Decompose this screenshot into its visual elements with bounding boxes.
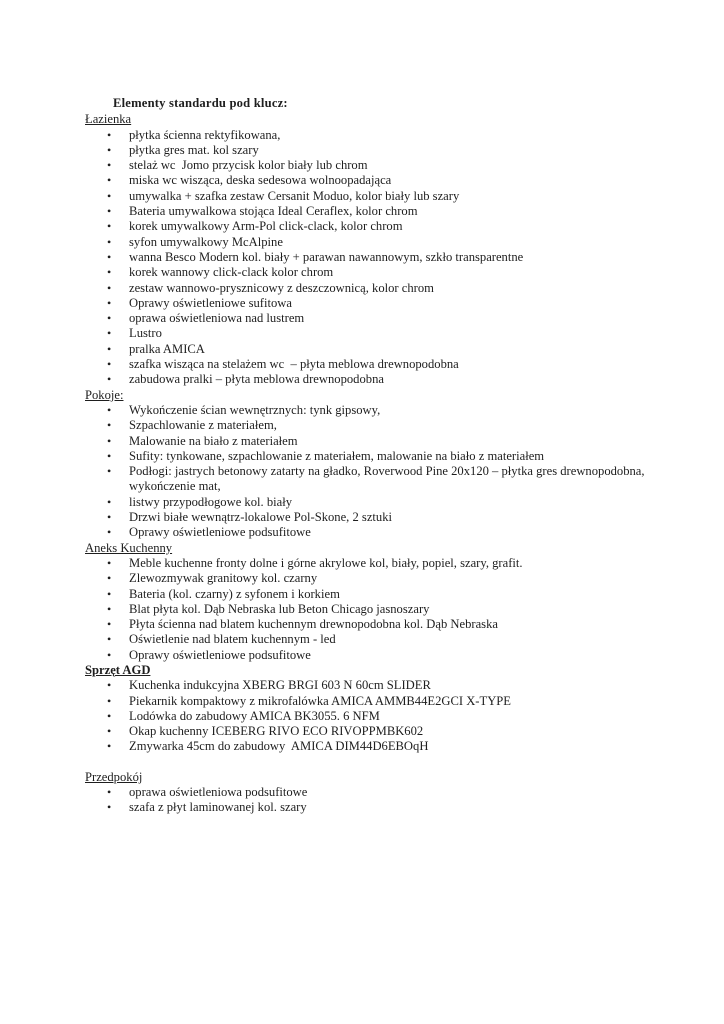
section-heading-pokoje: Pokoje:: [85, 387, 124, 402]
list-item: [85, 265, 668, 280]
bullet-icon: •: [107, 632, 112, 647]
bullet-icon: •: [107, 265, 112, 280]
bullet-icon: •: [107, 525, 112, 540]
bullet-icon: •: [107, 372, 112, 387]
list-item: [85, 694, 668, 709]
list-item: [85, 739, 668, 754]
list-item: [85, 173, 668, 188]
bullet-icon: •: [107, 402, 112, 417]
list-item-text: Blat płyta kol. Dąb Nebraska lub Beton Chicago jasnoszary: [129, 601, 430, 616]
list-item: [85, 648, 668, 663]
list-item-text: Sufity: tynkowane, szpachlowanie z materiałem, malowanie na biało z materiałem: [129, 448, 545, 463]
list-item-text: umywalka + szafka zestaw Cersanit Moduo, kolor biały lub szary: [129, 188, 460, 203]
list-item: [85, 510, 668, 525]
bullet-icon: •: [107, 418, 112, 433]
list-item-text: listwy przypodłogowe kol. biały: [129, 494, 292, 509]
list-item-text: Bateria umywalkowa stojąca Ideal Ceraflex, kolor chrom: [129, 204, 418, 219]
list-item-text: Kuchenka indukcyjna XBERG BRGI 603 N 60cm SLIDER: [129, 678, 431, 693]
list-item: [85, 342, 668, 357]
list-item-text: korek umywalkowy Arm-Pol click-clack, kolor chrom: [129, 219, 403, 234]
list-item: [85, 189, 668, 204]
list-item-text: płytka ścienna rektyfikowana,: [129, 127, 281, 142]
list-item-text: zestaw wannowo-prysznicowy z deszczownicą, kolor chrom: [129, 280, 434, 295]
list-item: [85, 372, 668, 387]
list-item: [85, 357, 668, 372]
bullet-icon: •: [107, 295, 112, 310]
bullet-icon: •: [107, 341, 112, 356]
list-item: [85, 724, 668, 739]
list-item-text: miska wc wisząca, deska sedesowa wolnoopadająca: [129, 173, 392, 188]
list-item: [85, 434, 668, 449]
list-item: [85, 678, 668, 693]
list-item: [85, 556, 668, 571]
list-item-text: oprawa oświetleniowa nad lustrem: [129, 311, 305, 326]
list-item-text: płytka gres mat. kol szary: [129, 142, 259, 157]
list-item: [85, 311, 668, 326]
list-item-text: Oświetlenie nad blatem kuchennym - led: [129, 632, 336, 647]
list-item-text: korek wannowy click-clack kolor chrom: [129, 265, 334, 280]
list-item-text: Meble kuchenne fronty dolne i górne akrylowe kol, biały, popiel, szary, grafit.: [129, 555, 523, 570]
section-heading-aneks-kuchenny: Aneks Kuchenny: [85, 540, 173, 555]
list-item: [85, 617, 668, 632]
list-item-text: Piekarnik kompaktowy z mikrofalówka AMICA AMMB44E2GCI X-TYPE: [129, 693, 511, 708]
list-item-text: Okap kuchenny ICEBERG RIVO ECO RIVOPPMBK602: [129, 724, 424, 739]
bullet-icon: •: [107, 678, 112, 693]
bullet-icon: •: [107, 571, 112, 586]
bullet-icon: •: [107, 724, 112, 739]
list-item: [85, 250, 668, 265]
list-item-text: stelaż wc Jomo przycisk kolor biały lub chrom: [129, 158, 368, 173]
section-lazienka: [85, 112, 668, 387]
bullet-icon: •: [107, 494, 112, 509]
list-item-text: Zmywarka 45cm do zabudowy AMICA DIM44D6EBOqH: [129, 739, 429, 754]
document-title: Elementy standardu pod klucz:: [113, 96, 288, 110]
list-item: [85, 204, 668, 219]
section-pokoje: [85, 388, 668, 541]
bullet-icon: •: [107, 127, 112, 142]
bullet-icon: •: [107, 357, 112, 372]
list-item-text: Oprawy oświetleniowe podsufitowe: [129, 647, 311, 662]
list-item-text: Drzwi białe wewnątrz-lokalowe Pol-Skone, 2 sztuki: [129, 510, 392, 525]
list-item-text: Podłogi: jastrych betonowy zatarty na gładko, Roverwood Pine 20x120 – płytka gres drewnopodobna, wykończenie mat,: [129, 464, 648, 494]
list-item: [85, 525, 668, 540]
bullet-icon: •: [107, 234, 112, 249]
list-item: [85, 587, 668, 602]
list-item: [85, 128, 668, 143]
bullet-icon: •: [107, 555, 112, 570]
bullet-icon: •: [107, 693, 112, 708]
bullet-icon: •: [107, 586, 112, 601]
list-item-text: wanna Besco Modern kol. biały + parawan nawannowym, szkło transparentne: [129, 249, 524, 264]
list-item-text: Płyta ścienna nad blatem kuchennym drewnopodobna kol. Dąb Nebraska: [129, 617, 498, 632]
bullet-icon: •: [107, 158, 112, 173]
bullet-icon: •: [107, 326, 112, 341]
bullet-icon: •: [107, 647, 112, 662]
bullet-icon: •: [107, 188, 112, 203]
section-heading-lazienka: Łazienka: [85, 112, 132, 127]
section-heading-przedpokoj: Przedpokój: [85, 769, 143, 784]
list-item: [85, 281, 668, 296]
section-aneks-kuchenny: [85, 541, 668, 663]
list-item: [85, 785, 668, 800]
list-item-text: oprawa oświetleniowa podsufitowe: [129, 785, 308, 800]
list-item: [85, 709, 668, 724]
list-item-text: zabudowa pralki – płyta meblowa drewnopodobna: [129, 372, 384, 387]
list-item: [85, 235, 668, 250]
bullet-icon: •: [107, 448, 112, 463]
bullet-icon: •: [107, 800, 112, 815]
bullet-icon: •: [107, 433, 112, 448]
bullet-icon: •: [107, 219, 112, 234]
list-item-text: Lustro: [129, 326, 162, 341]
list-item-text: Szpachlowanie z materiałem,: [129, 418, 277, 433]
list-item-text: Zlewozmywak granitowy kol. czarny: [129, 571, 318, 586]
bullet-icon: •: [107, 280, 112, 295]
section-heading-sprzet-agd: Sprzęt AGD: [85, 662, 151, 677]
bullet-icon: •: [107, 464, 112, 479]
bullet-icon: •: [107, 142, 112, 157]
list-item: [85, 495, 668, 510]
list-item-text: Wykończenie ścian wewnętrznych: tynk gipsowy,: [129, 402, 381, 417]
list-item-text: syfon umywalkowy McAlpine: [129, 234, 283, 249]
list-item-text: szafka wisząca na stelażem wc – płyta meblowa drewnopodobna: [129, 357, 459, 372]
list-item-text: Oprawy oświetleniowe podsufitowe: [129, 525, 311, 540]
bullet-icon: •: [107, 510, 112, 525]
section-sprzet-agd: [85, 663, 668, 755]
list-item: [85, 571, 668, 586]
bullet-icon: •: [107, 739, 112, 754]
list-item-text: pralka AMICA: [129, 341, 205, 356]
list-item: [85, 403, 668, 418]
list-item-text: Lodówka do zabudowy AMICA BK3055. 6 NFM: [129, 708, 380, 723]
list-item-text: Malowanie na biało z materiałem: [129, 433, 298, 448]
bullet-icon: •: [107, 311, 112, 326]
section-przedpokoj: [85, 770, 668, 816]
list-item: [85, 296, 668, 311]
list-item: [85, 143, 668, 158]
list-item-text: szafa z płyt laminowanej kol. szary: [129, 800, 307, 815]
bullet-icon: •: [107, 173, 112, 188]
bullet-icon: •: [107, 617, 112, 632]
list-item: [85, 464, 668, 495]
list-item-text: Oprawy oświetleniowe sufitowa: [129, 295, 292, 310]
list-item: [85, 449, 668, 464]
bullet-icon: •: [107, 249, 112, 264]
list-item: [85, 602, 668, 617]
list-item: [85, 219, 668, 234]
list-item: [85, 418, 668, 433]
list-item: [85, 158, 668, 173]
list-item: [85, 326, 668, 341]
bullet-icon: •: [107, 785, 112, 800]
bullet-icon: •: [107, 708, 112, 723]
list-item: [85, 800, 668, 815]
list-item: [85, 632, 668, 647]
document-body: [85, 112, 668, 815]
list-item-text: Bateria (kol. czarny) z syfonem i korkiem: [129, 586, 340, 601]
bullet-icon: •: [107, 601, 112, 616]
bullet-icon: •: [107, 204, 112, 219]
